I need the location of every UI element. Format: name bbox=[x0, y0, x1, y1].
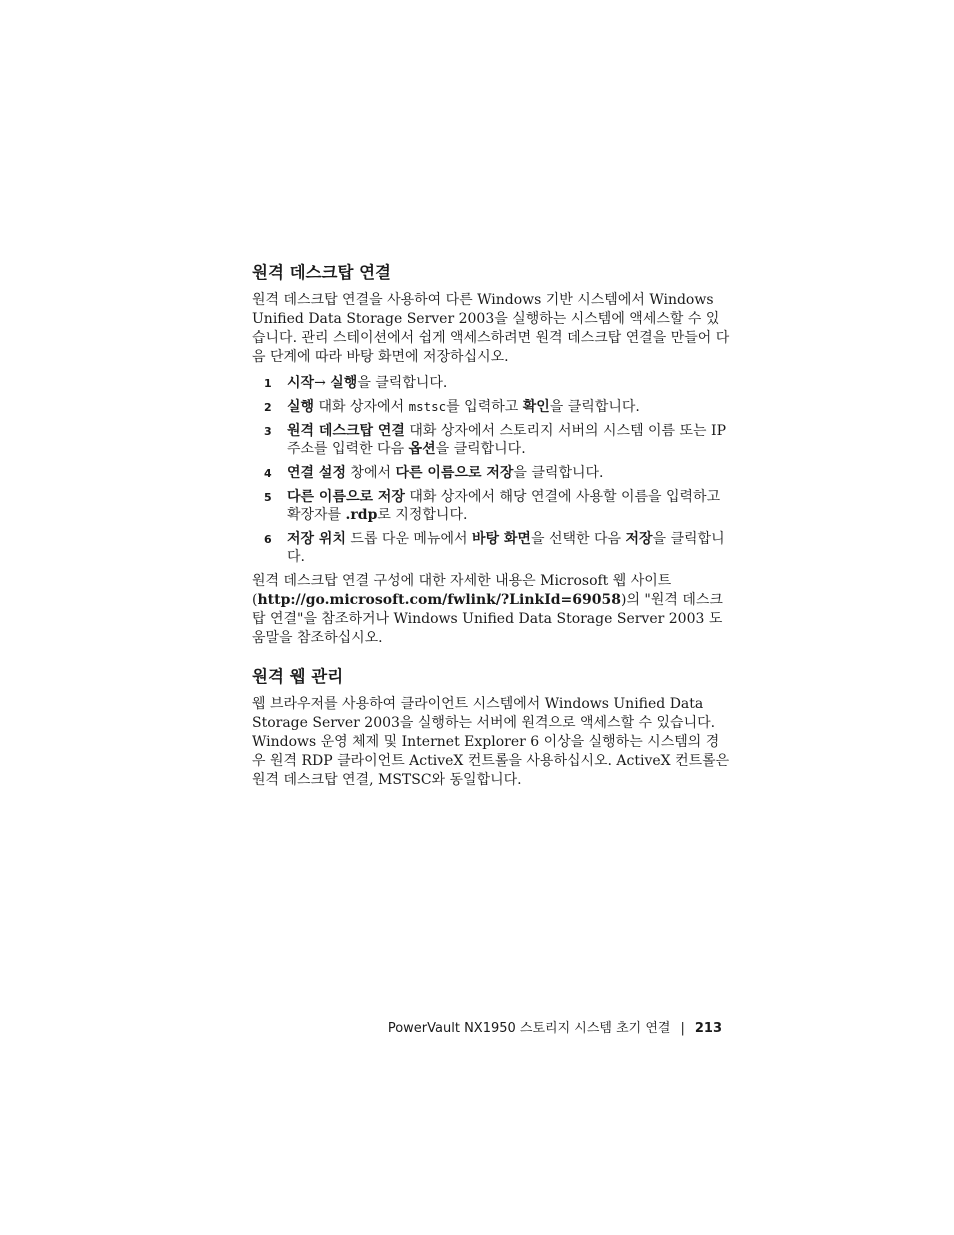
step-text: 을 클릭합니다. bbox=[513, 465, 604, 481]
closing-text: 원격 데스크탑 연결 구성에 대한 자세한 내용은 Microsoft 웹 사이트 ( bbox=[252, 573, 672, 608]
step-text: 을 클릭합니다. bbox=[287, 531, 725, 565]
section-remote-web-admin bbox=[252, 666, 732, 790]
footer-text: PowerVault NX1950 스토리지 시스템 초기 연결 bbox=[387, 1021, 671, 1036]
ui-term: .rdp bbox=[345, 507, 378, 523]
arrow-icon: → bbox=[314, 375, 331, 391]
ui-term: 저장 위치 bbox=[287, 531, 346, 547]
step-number: 2 bbox=[264, 401, 272, 414]
step-item-3 bbox=[252, 422, 732, 458]
ui-term: 원격 데스크탑 연결 bbox=[287, 423, 405, 439]
ui-term: 다른 이름으로 저장 bbox=[395, 465, 514, 481]
footer-separator: | bbox=[680, 1021, 685, 1036]
page-number: 213 bbox=[694, 1021, 722, 1036]
web-admin-paragraph: 웹 브라우저를 사용하여 클라이언트 시스템에서 Windows Unified Data Storage Server 2003을 실행하는 서버에 원격으로 액세스할 수 있습니다. Windows 운영 체제 및 Internet Explorer 6 이상을 실행하는 시스템의 경우 원격 RDP 클라이언트 ActiveX 컨트롤을 사용하십시오. ActiveX 컨트롤은 원격 데스크탑 연결, MSTSC와 동일합니다. bbox=[252, 696, 730, 788]
ui-term: 다른 이름으로 저장 bbox=[287, 489, 405, 505]
ui-term: 시작 bbox=[287, 375, 315, 391]
step-item-2 bbox=[252, 398, 732, 416]
step-item-4 bbox=[252, 464, 732, 482]
section-title-remote-web-admin: 원격 웹 관리 bbox=[252, 667, 344, 686]
step-text: 창에서 bbox=[345, 465, 396, 481]
command-code: mstsc bbox=[408, 399, 447, 414]
step-text: 을 클릭합니다. bbox=[435, 441, 526, 457]
ui-term: 실행 bbox=[330, 375, 358, 391]
page-content bbox=[252, 262, 732, 790]
closing-text: )의 "원격 데스크탑 연결"을 참조하거나 Windows Unified Data Storage Server 2003 도움말을 참조하십시오. bbox=[252, 592, 723, 646]
step-text: 드롭 다운 메뉴에서 bbox=[345, 531, 472, 547]
page-footer bbox=[340, 1019, 722, 1039]
step-number: 6 bbox=[264, 533, 272, 546]
ui-term: 확인 bbox=[522, 399, 550, 415]
intro-paragraph: 원격 데스크탑 연결을 사용하여 다른 Windows 기반 시스템에서 Windows Unified Data Storage Server 2003을 실행하는 시스템에 액세스할 수 있습니다. 관리 스테이션에서 쉽게 액세스하려면 원격 데스크탑 연결을 만들어 다음 단계에 따라 바탕 화면에 저장하십시오. bbox=[252, 292, 730, 365]
ui-term: 실행 bbox=[287, 399, 315, 415]
step-number: 1 bbox=[264, 377, 272, 390]
step-text: 를 입력하고 bbox=[446, 399, 523, 415]
section-remote-desktop bbox=[252, 262, 732, 648]
ui-term: 바탕 화면 bbox=[471, 531, 531, 547]
step-number: 3 bbox=[264, 425, 272, 438]
ui-term: 저장 bbox=[625, 531, 653, 547]
step-item-6 bbox=[252, 530, 732, 566]
steps-list bbox=[252, 374, 732, 566]
step-text: 대화 상자에서 bbox=[314, 399, 409, 415]
ui-term: 연결 설정 bbox=[287, 465, 346, 481]
step-item-5 bbox=[252, 488, 732, 524]
help-url-link[interactable]: http://go.microsoft.com/fwlink/?LinkId=69058 bbox=[257, 592, 621, 608]
step-text: 대화 상자에서 해당 연결에 사용할 이름을 입력하고 확장자를 bbox=[287, 489, 721, 523]
ui-term: 옵션 bbox=[408, 441, 436, 457]
step-number: 5 bbox=[264, 491, 272, 504]
step-text: 을 클릭합니다. bbox=[357, 375, 448, 391]
step-text: 을 클릭합니다. bbox=[549, 399, 640, 415]
step-number: 4 bbox=[264, 467, 272, 480]
step-item-1 bbox=[252, 374, 732, 392]
section-title-remote-desktop: 원격 데스크탑 연결 bbox=[252, 263, 392, 282]
closing-paragraph bbox=[252, 572, 732, 648]
step-text: 을 선택한 다음 bbox=[530, 531, 626, 547]
step-text: 로 지정합니다. bbox=[377, 507, 468, 523]
step-text: 대화 상자에서 스토리지 서버의 시스템 이름 또는 IP 주소를 입력한 다음 bbox=[287, 423, 726, 457]
